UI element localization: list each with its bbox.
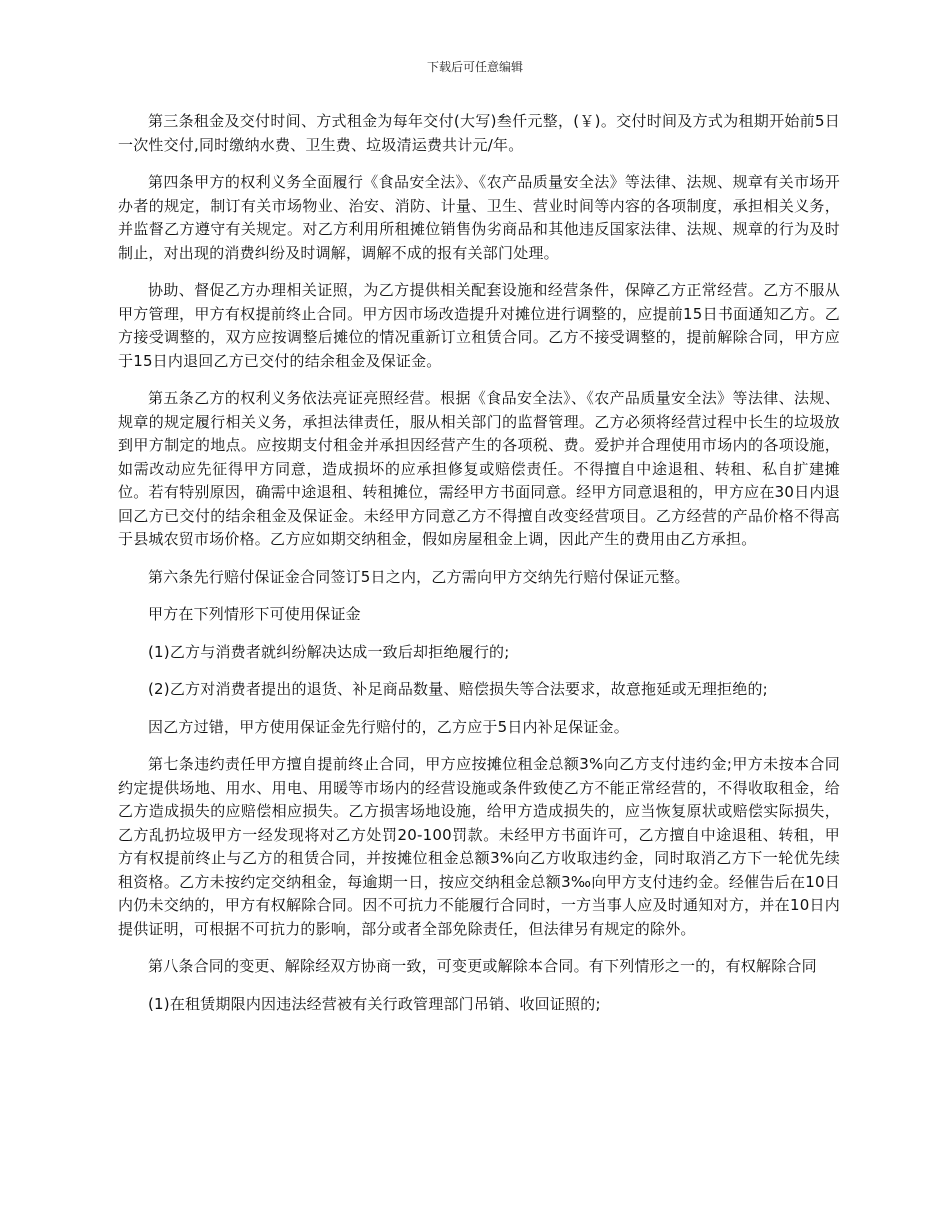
paragraph-deposit-use-intro: 甲方在下列情形下可使用保证金 [148,605,361,623]
paragraph-deposit-replenish: 因乙方过错，甲方使用保证金先行赔付的，乙方应于5日内补足保证金。 [148,717,629,736]
list-item-deposit-1: (1)乙方与消费者就纠纷解决达成一致后却拒绝履行的; [148,642,510,661]
page-header: 下载后可任意编辑 [426,60,523,74]
paragraph-article-3-rent: 第三条租金及交付时间、方式租金为每年交付(大写)叁仟元整，(￥)。交付时间及方式为租期开始前5日一次性交付,同时缴纳水费、卫生费、垃圾清运费共计元/年。 [118,112,840,154]
list-item-termination-1: (1)在租赁期限内因违法经营被有关行政管理部门吊销、收回证照的; [148,994,601,1013]
paragraph-article-7-liability: 第七条违约责任甲方擅自提前终止合同，甲方应按摊位租金总额3%向乙方支付违约金;甲方未按本合同约定提供场地、用水、用电、用暖等市场内的经营设施或条件致使乙方不能正常经营的，不得收取租金，给乙方造成损失的应赔偿相应损失。乙方损害场地设施，给甲方造成损失的，应当恢复原状或赔偿实际损失，乙方乱扔垃圾甲方一经发现将对乙方处罚20-100罚款。未经甲方书面许可，乙方擅自中途退租、转租，甲方有权提前终止与乙方的租赁合同，并按摊位租金总额3%向乙方收取违约金，同时取消乙方下一轮优先续租资格。乙方未按约定交纳租金，每逾期一日，按应交纳租金总额3‰向甲方支付违约金。经催告后在10日内仍未交纳的，甲方有权解除合同。因不可抗力不能履行合同时，一方当事人应及时通知对方，并在10日内提供证明，可根据不可抗力的影响，部分或者全部免除责任，但法律另有规定的除外。 [118,755,840,938]
list-item-deposit-2: (2)乙方对消费者提出的退货、补足商品数量、赔偿损失等合法要求，故意拖延或无理拒绝的; [148,680,768,698]
paragraph-assist-supervise: 协助、督促乙方办理相关证照，为乙方提供相关配套设施和经营条件，保障乙方正常经营。乙方不服从甲方管理，甲方有权提前终止合同。甲方因市场改造提升对摊位进行调整的，应提前15日书面通知乙方。乙方接受调整的，双方应按调整后摊位的情况重新订立租赁合同。乙方不接受调整的，提前解除合同，甲方应于15日内退回乙方已交付的结余租金及保证金。 [118,281,840,370]
document-body [118,110,840,1030]
paragraph-article-8-termination: 第八条合同的变更、解除经双方协商一致，可变更或解除本合同。有下列情形之一的，有权解除合同 [148,957,817,975]
paragraph-article-6-deposit: 第六条先行赔付保证金合同签订5日之内，乙方需向甲方交纳先行赔付保证元整。 [148,567,690,586]
paragraph-article-4-party-a: 第四条甲方的权利义务全面履行《食品安全法》、《农产品质量安全法》等法律、法规、规章有关市场开办者的规定，制订有关市场物业、治安、消防、计量、卫生、营业时间等内容的各项制度，承担相关义务，并监督乙方遵守有关规定。对乙方利用所租摊位销售伪劣商品和其他违反国家法律、法规、规章的行为及时制止，对出现的消费纠纷及时调解，调解不成的报有关部门处理。 [118,173,840,262]
paragraph-article-5-party-b: 第五条乙方的权利义务依法亮证亮照经营。根据《食品安全法》、《农产品质量安全法》等法律、法规、规章的规定履行相关义务，承担法律责任，服从相关部门的监督管理。乙方必须将经营过程中长生的垃圾放到甲方制定的地点。应按期支付租金并承担因经营产生的各项税、费。爱护并合理使用市场内的各项设施，如需改动应先征得甲方同意，造成损坏的应承担修复或赔偿责任。不得擅自中途退租、转租、私自扩建摊位。若有特别原因，确需中途退租、转租摊位，需经甲方书面同意。经甲方同意退租的，甲方应在30日内退回乙方已交付的结余租金及保证金。未经甲方同意乙方不得擅自改变经营项目。乙方经营的产品价格不得高于县城农贸市场价格。乙方应如期交纳租金，假如房屋租金上调，因此产生的费用由乙方承担。 [118,389,840,548]
